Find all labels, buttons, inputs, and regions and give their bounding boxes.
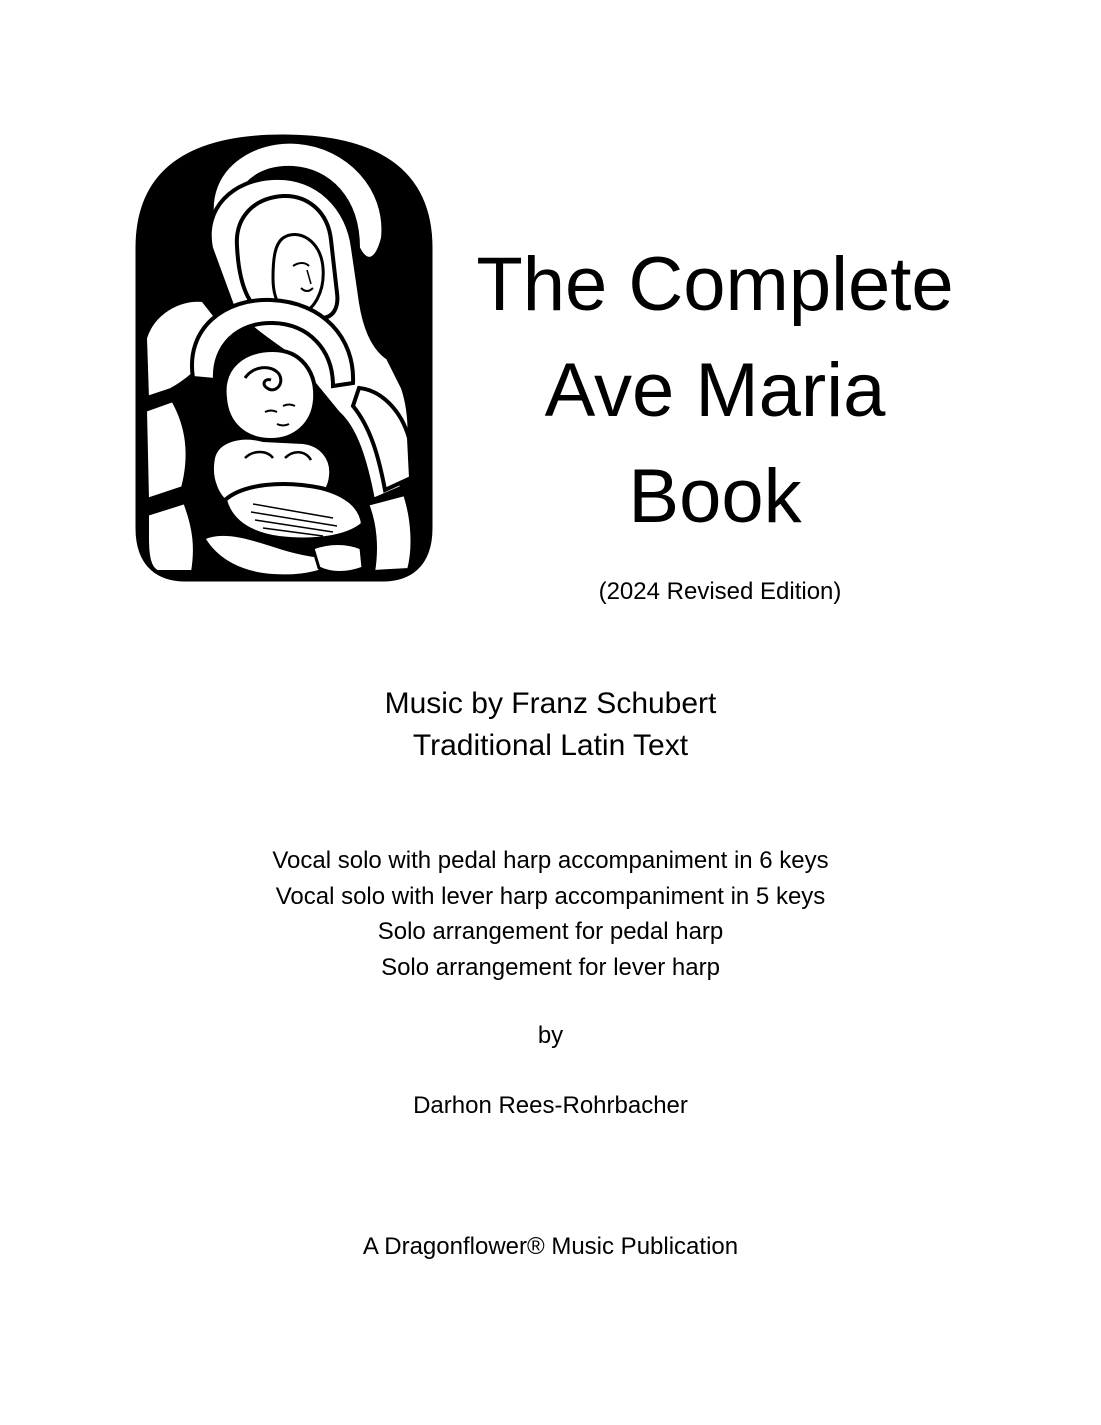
madonna-and-child-illustration: [133, 128, 435, 584]
credits: [0, 683, 1101, 767]
music-credit: Music by Franz Schubert: [384, 687, 717, 720]
arrangement-item: Vocal solo with pedal harp accompaniment in 6 keys: [272, 847, 829, 874]
text-credit: Traditional Latin Text: [412, 729, 689, 762]
arrangement-item: Solo arrangement for lever harp: [381, 953, 720, 981]
arrangement-item: Vocal solo with lever harp accompaniment in 5 keys: [275, 882, 826, 910]
title-line-3: Book: [628, 454, 802, 539]
edition-note: (2024 Revised Edition): [598, 578, 842, 605]
by-label: by: [537, 1022, 564, 1049]
title-line-2: Ave Maria: [544, 348, 886, 433]
publisher-line: A Dragonflower® Music Publication: [362, 1233, 739, 1260]
arrangement-item: Solo arrangement for pedal harp: [377, 918, 724, 945]
author-name: Darhon Rees-Rohrbacher: [413, 1092, 688, 1119]
title-line-1: The Complete: [476, 242, 954, 327]
book-title: [445, 232, 985, 550]
arrangements-list: [0, 843, 1101, 985]
